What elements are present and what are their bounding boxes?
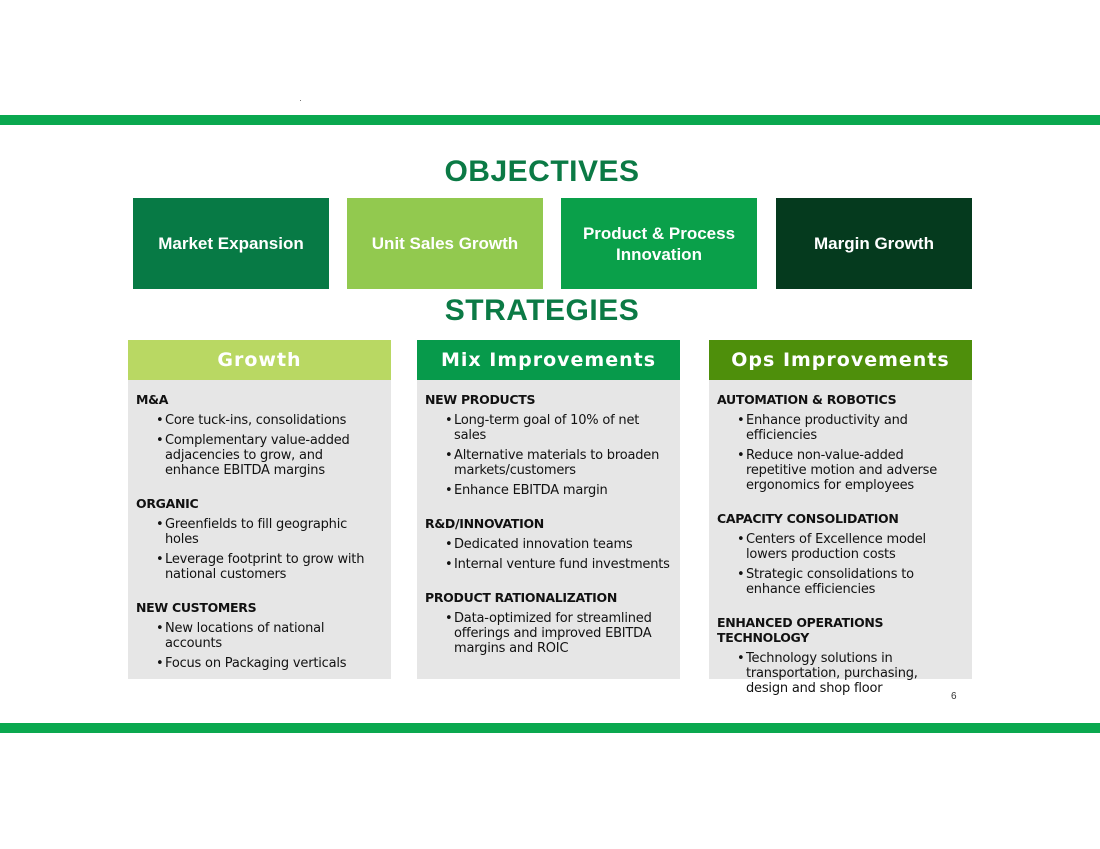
section-title: ENHANCED OPERATIONS TECHNOLOGY: [717, 615, 884, 645]
objective-product-process-innovation: Product & Process Innovation: [561, 198, 757, 289]
list-item: • Strategic consolidations to enhance efficiencies: [737, 567, 914, 597]
section-title: ORGANIC: [136, 496, 199, 511]
objective-unit-sales-growth: Unit Sales Growth: [347, 198, 543, 289]
section-title: CAPACITY CONSOLIDATION: [717, 511, 899, 526]
section-title: PRODUCT RATIONALIZATION: [425, 590, 618, 605]
objectives-title: OBJECTIVES: [444, 155, 640, 188]
list-item: • Complementary value-added adjacencies to grow, and enhance EBITDA margins: [156, 433, 350, 478]
strategy-section: [136, 392, 383, 478]
strategy-column-ops-improvements: [709, 340, 972, 696]
page-number: 6: [951, 691, 957, 702]
strategy-section: [425, 516, 672, 572]
list-item: • Dedicated innovation teams: [445, 537, 633, 552]
objective-margin-growth: Margin Growth: [776, 198, 972, 289]
column-body: [417, 392, 680, 674]
column-header: Growth: [128, 340, 391, 380]
strategy-column-growth: [128, 340, 391, 679]
objective-market-expansion: Market Expansion: [133, 198, 329, 289]
strategies-title: STRATEGIES: [444, 294, 640, 327]
column-header: Ops Improvements: [709, 340, 972, 380]
list-item: • Core tuck-ins, consolidations: [156, 413, 347, 428]
section-title: NEW CUSTOMERS: [136, 600, 257, 615]
list-item: • Leverage footprint to grow with national customers: [156, 552, 365, 582]
top-green-band: [0, 115, 1100, 125]
list-item: • Long-term goal of 10% of net sales: [445, 413, 640, 443]
list-item: • Alternative materials to broaden markets/customers: [445, 448, 660, 478]
section-title: AUTOMATION & ROBOTICS: [717, 392, 897, 407]
bottom-green-band: [0, 723, 1100, 733]
strategy-section: [717, 615, 964, 696]
strategy-section: [717, 392, 964, 493]
section-title: R&D/INNOVATION: [425, 516, 544, 531]
strategy-column-mix-improvements: [417, 340, 680, 679]
list-item: • Data-optimized for streamlined offerings and improved EBITDA margins and ROIC: [445, 611, 652, 656]
strategy-section: [425, 590, 672, 656]
column-body: [709, 392, 972, 714]
list-item: • Technology solutions in transportation, purchasing, design and shop floor: [737, 651, 918, 696]
strategy-section: [425, 392, 672, 498]
list-item: • Enhance productivity and efficiencies: [737, 413, 908, 443]
list-item: • Greenfields to fill geographic holes: [156, 517, 348, 547]
stray-dot: [300, 100, 301, 101]
column-header: Mix Improvements: [417, 340, 680, 380]
list-item: • Focus on Packaging verticals: [156, 656, 347, 671]
strategy-section: [136, 496, 383, 582]
column-body: [128, 392, 391, 689]
list-item: • Centers of Excellence model lowers production costs: [737, 532, 926, 562]
list-item: • Internal venture fund investments: [445, 557, 670, 572]
list-item: • Reduce non-value-added repetitive motion and adverse ergonomics for employees: [737, 448, 938, 493]
list-item: • Enhance EBITDA margin: [445, 483, 608, 498]
section-title: NEW PRODUCTS: [425, 392, 536, 407]
section-title: M&A: [136, 392, 169, 407]
strategy-section: [136, 600, 383, 671]
strategy-section: [717, 511, 964, 597]
list-item: • New locations of national accounts: [156, 621, 325, 651]
